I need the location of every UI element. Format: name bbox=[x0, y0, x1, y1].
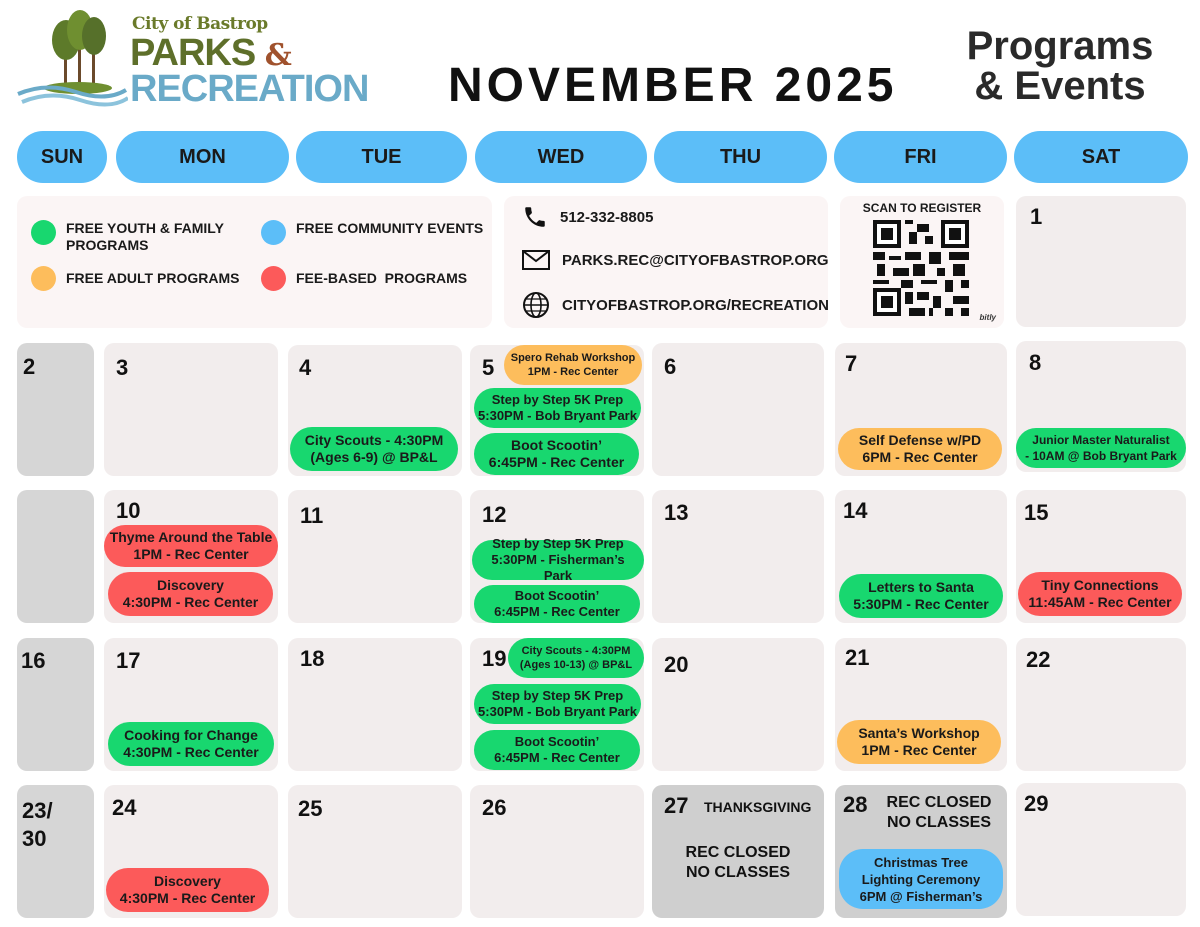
day-number: 24 bbox=[112, 795, 137, 820]
event-step-5k[interactable]: Step by Step 5K Prep 5:30PM - Bob Bryant Park bbox=[474, 684, 641, 724]
day-number: 15 bbox=[1024, 500, 1049, 525]
weekday-thu: THU bbox=[654, 131, 827, 183]
day-cell-2[interactable] bbox=[17, 343, 94, 476]
weekday-wed: WED bbox=[475, 131, 647, 183]
event-city-scouts[interactable]: City Scouts - 4:30PM (Ages 6-9) @ BP&L bbox=[290, 427, 458, 471]
day-cell-8[interactable] bbox=[1016, 341, 1186, 472]
day-cell-26[interactable] bbox=[470, 785, 644, 918]
contact-phone[interactable]: 512-332-8805 bbox=[522, 202, 653, 232]
day-cell-5[interactable] bbox=[470, 345, 644, 476]
logo-parks-text: PARKS & bbox=[130, 32, 291, 74]
event-letters-to-santa[interactable]: Letters to Santa 5:30PM - Rec Center bbox=[839, 574, 1003, 618]
weekday-tue: TUE bbox=[296, 131, 467, 183]
event-cooking-for-change[interactable]: Cooking for Change 4:30PM - Rec Center bbox=[108, 722, 274, 766]
qr-code-icon[interactable] bbox=[873, 220, 969, 316]
legend-community: FREE COMMUNITY EVENTS bbox=[261, 220, 491, 245]
day-number: 7 bbox=[845, 351, 858, 376]
event-step-5k[interactable]: Step by Step 5K Prep 5:30PM - Bob Bryant Park bbox=[474, 388, 641, 428]
day-cell-27[interactable] bbox=[652, 785, 824, 918]
programs-events-title: Programs & Events bbox=[966, 24, 1154, 108]
trees-logo-icon bbox=[16, 10, 128, 110]
day-number: 14 bbox=[843, 498, 868, 523]
day-cell-17[interactable] bbox=[104, 638, 278, 771]
day-cell-19[interactable] bbox=[470, 638, 644, 771]
day-number: 28 bbox=[843, 792, 868, 817]
day-cell-25[interactable] bbox=[288, 785, 462, 918]
weekday-sat: SAT bbox=[1014, 131, 1188, 183]
day-cell-16[interactable] bbox=[17, 638, 94, 771]
day-cell-4[interactable] bbox=[288, 345, 462, 476]
parks-rec-logo bbox=[16, 10, 406, 110]
legend-fee-based: FEE-BASED PROGRAMS bbox=[261, 266, 491, 291]
qr-label: SCAN TO REGISTER bbox=[862, 201, 982, 215]
legend-dot-orange bbox=[31, 266, 56, 291]
logo-city-text: City of Bastrop bbox=[132, 14, 268, 34]
day-number: 1 bbox=[1030, 204, 1043, 229]
globe-icon bbox=[522, 291, 550, 319]
day-cell-18[interactable] bbox=[288, 638, 462, 771]
day-cell-20[interactable] bbox=[652, 638, 824, 771]
day-cell-9 bbox=[17, 490, 94, 623]
event-step-5k[interactable]: Step by Step 5K Prep 5:30PM - Fisherman’s Park bbox=[472, 540, 644, 580]
phone-icon bbox=[522, 204, 548, 230]
day-number: 16 bbox=[21, 648, 46, 673]
legend-adult: FREE ADULT PROGRAMS bbox=[31, 266, 261, 291]
event-spero-rehab[interactable]: Spero Rehab Workshop 1PM - Rec Center bbox=[504, 345, 642, 385]
day-cell-6[interactable] bbox=[652, 343, 824, 476]
event-discovery[interactable]: Discovery 4:30PM - Rec Center bbox=[106, 868, 269, 912]
day-cell-14[interactable] bbox=[835, 490, 1007, 623]
legend-panel bbox=[17, 196, 492, 328]
logo-recreation-text: RECREATION bbox=[130, 68, 369, 110]
day-number: 26 bbox=[482, 795, 507, 820]
day-number: 10 bbox=[116, 498, 141, 523]
day-number: 25 bbox=[298, 796, 323, 821]
event-self-defense[interactable]: Self Defense w/PD 6PM - Rec Center bbox=[838, 428, 1002, 470]
event-tiny-connections[interactable]: Tiny Connections 11:45AM - Rec Center bbox=[1018, 572, 1182, 616]
day-cell-22[interactable] bbox=[1016, 638, 1186, 771]
rec-closed-note: REC CLOSED NO CLASSES bbox=[886, 794, 992, 831]
qr-brand: bitly bbox=[979, 313, 996, 322]
rec-closed-note: REC CLOSED NO CLASSES bbox=[685, 844, 791, 881]
day-number: 18 bbox=[300, 646, 325, 671]
day-cell-7[interactable] bbox=[835, 343, 1007, 476]
event-discovery[interactable]: Discovery 4:30PM - Rec Center bbox=[108, 572, 273, 616]
day-cell-21[interactable] bbox=[835, 638, 1007, 771]
day-number: 21 bbox=[845, 645, 870, 670]
day-cell-24[interactable] bbox=[104, 785, 278, 918]
day-number: 6 bbox=[664, 354, 677, 379]
day-number: 29 bbox=[1024, 791, 1049, 816]
day-cell-11[interactable] bbox=[288, 490, 462, 623]
thanksgiving-label: THANKSGIVING bbox=[704, 799, 812, 815]
day-number: 13 bbox=[664, 500, 689, 525]
contact-panel bbox=[504, 196, 828, 328]
contact-email[interactable]: PARKS.REC@CITYOFBASTROP.ORG bbox=[522, 246, 829, 274]
day-number: 23/ 30 bbox=[22, 798, 53, 851]
day-cell-13[interactable] bbox=[652, 490, 824, 623]
day-cell-29[interactable] bbox=[1016, 783, 1186, 916]
day-cell-12[interactable] bbox=[470, 490, 644, 623]
month-title: NOVEMBER 2025 bbox=[448, 59, 898, 112]
contact-website[interactable]: CITYOFBASTROP.ORG/RECREATION bbox=[522, 290, 829, 320]
event-boot-scootin[interactable]: Boot Scootin’ 6:45PM - Rec Center bbox=[474, 433, 639, 475]
event-junior-master-naturalist[interactable]: Junior Master Naturalist - 10AM @ Bob Bryant Park bbox=[1016, 428, 1186, 468]
day-number: 27 bbox=[664, 793, 689, 818]
event-boot-scootin[interactable]: Boot Scootin’ 6:45PM - Rec Center bbox=[474, 730, 640, 770]
legend-youth-family: FREE YOUTH & FAMILY PROGRAMS bbox=[31, 220, 251, 254]
day-cell-1[interactable] bbox=[1016, 196, 1186, 327]
legend-dot-green bbox=[31, 220, 56, 245]
day-number: 17 bbox=[116, 648, 141, 673]
event-santas-workshop[interactable]: Santa’s Workshop 1PM - Rec Center bbox=[837, 720, 1001, 764]
weekday-mon: MON bbox=[116, 131, 289, 183]
day-number: 5 bbox=[482, 355, 495, 380]
qr-panel bbox=[840, 196, 1004, 328]
day-number: 22 bbox=[1026, 647, 1051, 672]
day-number: 3 bbox=[116, 355, 129, 380]
day-cell-10[interactable] bbox=[104, 490, 278, 623]
day-number: 8 bbox=[1029, 350, 1042, 375]
legend-dot-red bbox=[261, 266, 286, 291]
day-cell-15[interactable] bbox=[1016, 490, 1186, 623]
day-cell-23-30[interactable] bbox=[17, 785, 94, 918]
event-christmas-tree-lighting[interactable]: Christmas Tree Lighting Ceremony 6PM @ Fisherman’s bbox=[839, 849, 1003, 909]
event-boot-scootin[interactable]: Boot Scootin’ 6:45PM - Rec Center bbox=[474, 585, 640, 623]
weekday-fri: FRI bbox=[834, 131, 1007, 183]
event-thyme-around-table[interactable]: Thyme Around the Table 1PM - Rec Center bbox=[104, 525, 278, 567]
day-number: 19 bbox=[482, 646, 507, 671]
day-cell-3[interactable] bbox=[104, 343, 278, 476]
event-city-scouts[interactable]: City Scouts - 4:30PM (Ages 10-13) @ BP&L bbox=[508, 638, 644, 678]
day-number: 4 bbox=[299, 355, 312, 380]
day-number: 2 bbox=[23, 354, 36, 379]
day-number: 20 bbox=[664, 652, 689, 677]
legend-dot-blue bbox=[261, 220, 286, 245]
envelope-icon bbox=[522, 250, 550, 270]
weekday-sun: SUN bbox=[17, 131, 107, 183]
day-number: 11 bbox=[300, 503, 324, 528]
day-number: 12 bbox=[482, 502, 507, 527]
day-cell-28[interactable] bbox=[835, 785, 1007, 918]
